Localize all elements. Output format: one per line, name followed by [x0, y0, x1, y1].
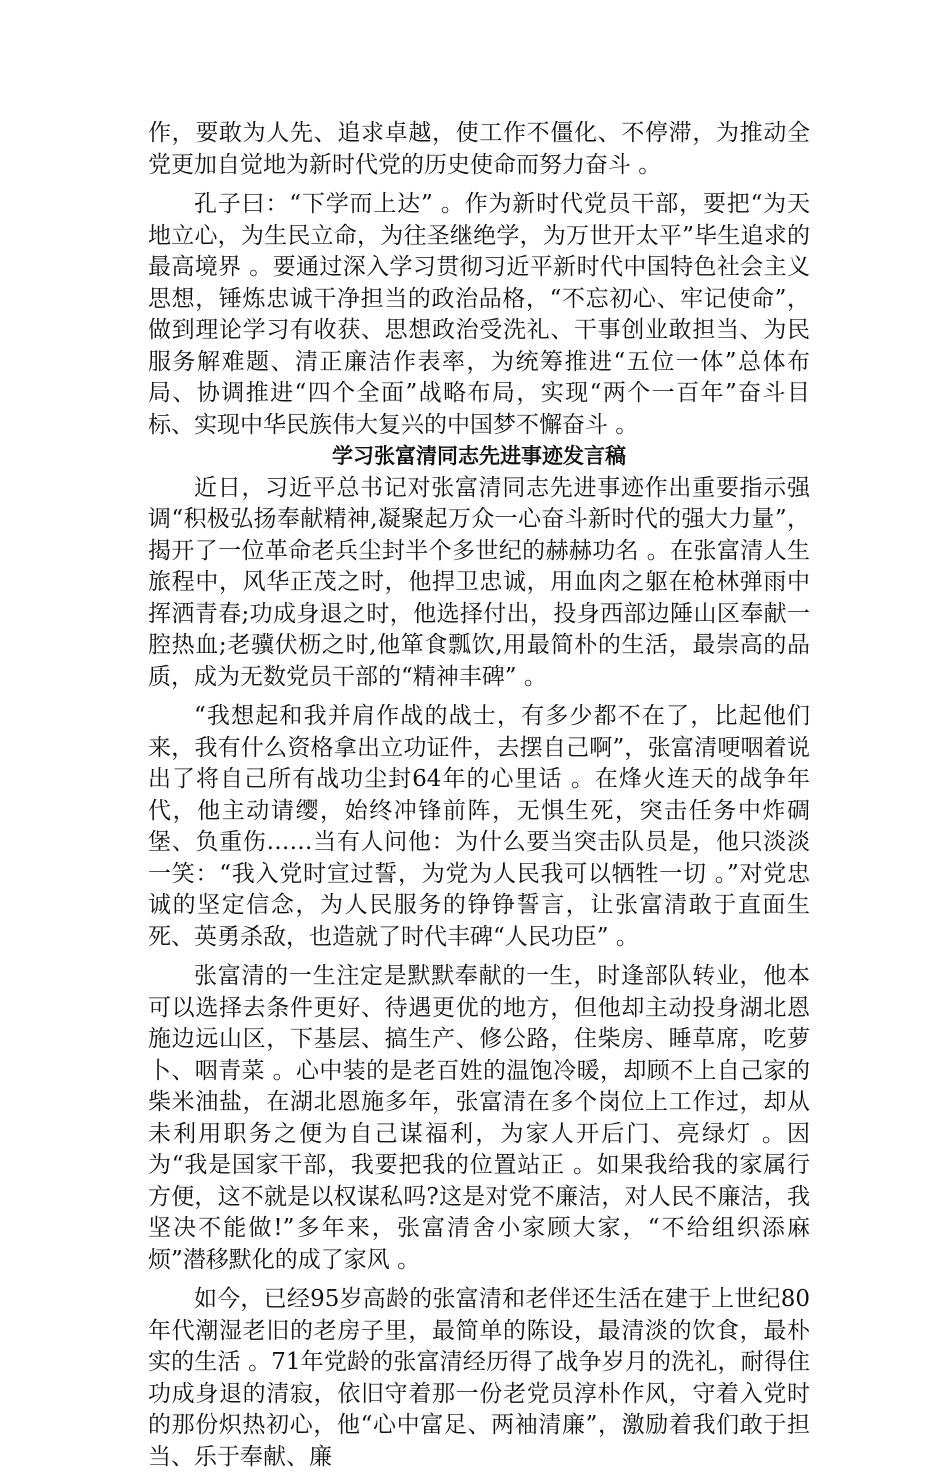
document-page — [148, 118, 810, 1473]
section-title: 学习张富清同志先进事迹发言稿 — [332, 444, 626, 468]
paragraph-intro: 近日，习近平总书记对张富清同志先进事迹作出重要指示强调“积极弘扬奉献精神,凝聚起万众一心奋斗新时代的强大力量”，揭开了一位革命老兵尘封半个多世纪的赫赫功名 。在张富清人生旅程中，风华正茂之时，他捍卫忠诚，用血肉之躯在枪林弹雨中挥洒青春;功成身退之时，他选择付出，投身西部边陲山区奉献一腔热血;老骥伏枥之时,他箪食瓢饮,用最简朴的生活，最崇高的品质，成为无数党员干部的“精神丰碑” 。 — [148, 474, 810, 690]
paragraph-dedication: 张富清的一生注定是默默奉献的一生，时逢部队转业，他本可以选择去条件更好、待遇更优的地方，但他却主动投身湖北恩施边远山区，下基层、搞生产、修公路，住柴房、睡草席，吃萝卜、咽青菜 。心中装的是老百姓的温饱冷暖，却顾不上自己家的柴米油盐，在湖北恩施多年，张富清在多个岗位上工作过，却从未利用职务之便为自己谋福利，为家人开后门、亮绿灯 。因为“我是国家干部，我要把我的位置站正 。如果我给我的家属行方便，这不就是以权谋私吗?这是对党不廉洁，对人民不廉洁，我坚决不能做!”多年来，张富清舍小家顾大家，“不给组织添麻烦”潜移默化的成了家风 。 — [148, 963, 810, 1273]
paragraph-present: 如今，已经95岁高龄的张富清和老伴还生活在建于上世纪80年代潮湿老旧的老房子里，最简单的陈设，最清淡的饮食，最朴实的生活 。71年党龄的张富清经历得了战争岁月的洗礼，耐得住功成身退的清寂，依旧守着那一份老党员淳朴作风，守着入党时的那份炽热初心，他“心中富足、两袖清廉”，激励着我们敢于担当、乐于奉献、廉 — [148, 1286, 810, 1470]
paragraph-continuation: 作，要敢为人先、追求卓越，使工作不僵化、不停滞，为推动全党更加自觉地为新时代党的历史使命而努力奋斗 。 — [148, 120, 810, 178]
paragraph-confucius: 孔子曰：“下学而上达” 。作为新时代党员干部，要把“为天地立心，为生民立命，为往圣继绝学，为万世开太平”毕生追求的最高境界 。要通过深入学习贯彻习近平新时代中国特色社会主义思想，锤炼忠诚干净担当的政治品格，“不忘初心、牢记使命”，做到理论学习有收获、思想政治受洗礼、干事创业敢担当、为民服务解难题、清正廉洁作表率，为统筹推进“五位一体”总体布局、协调推进“四个全面”战略布局，实现“两个一百年”奋斗目标、实现中华民族伟大复兴的中国梦不懈奋斗 。 — [148, 191, 810, 438]
paragraph-war-years: “我想起和我并肩作战的战士，有多少都不在了，比起他们来，我有什么资格拿出立功证件，去摆自己啊”，张富清哽咽着说出了将自己所有战功尘封64年的心里话 。在烽火连天的战争年代，他主动请缨，始终冲锋前阵，无惧生死，突击任务中炸碉堡、负重伤……当有人问他：为什么要当突击队员是，他只淡淡一笑：“我入党时宣过誓，为党为人民我可以牺牲一切 。”对党忠诚的坚定信念，为人民服务的铮铮誓言，让张富清敢于直面生死、英勇杀敌，也造就了时代丰碑“人民功臣” 。 — [148, 703, 810, 950]
